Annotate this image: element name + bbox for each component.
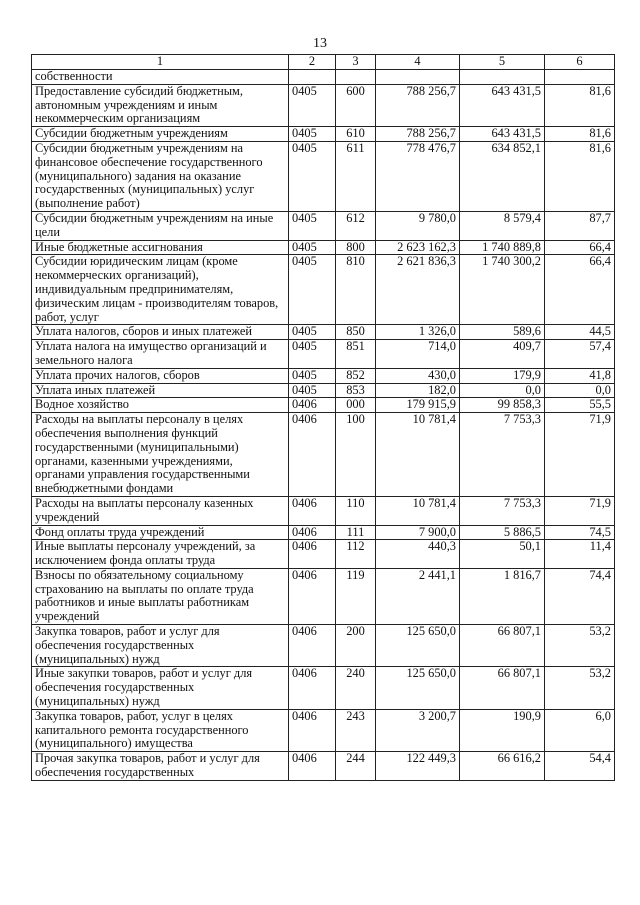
plan-amount-cell: 7 900,0 xyxy=(376,525,460,540)
expense-type-cell: 851 xyxy=(336,340,376,369)
table-row xyxy=(32,84,615,126)
table-row xyxy=(32,368,615,383)
expense-name-cell: Расходы на выплаты персоналу в целях обеспечения выполнения функций государственными (муниципальными) органами, казенными учреждениями, органами управления государственными внебюджетными фондами xyxy=(32,413,289,497)
expense-type-cell: 850 xyxy=(336,325,376,340)
expense-type-cell: 611 xyxy=(336,141,376,211)
section-code-cell: 0406 xyxy=(289,709,336,751)
table-row xyxy=(32,340,615,369)
budget-execution-table xyxy=(31,54,615,781)
percent-cell: 11,4 xyxy=(545,540,615,569)
plan-amount-cell: 778 476,7 xyxy=(376,141,460,211)
section-code-cell: 0406 xyxy=(289,398,336,413)
expense-type-cell: 244 xyxy=(336,752,376,781)
section-code-cell: 0406 xyxy=(289,568,336,624)
expense-name-cell: Прочая закупка товаров, работ и услуг для обеспечения государственных xyxy=(32,752,289,781)
table-row xyxy=(32,325,615,340)
plan-amount-cell: 2 623 162,3 xyxy=(376,240,460,255)
actual-amount-cell: 0,0 xyxy=(460,383,545,398)
actual-amount-cell: 66 616,2 xyxy=(460,752,545,781)
table-body xyxy=(32,70,615,781)
expense-name-cell: Расходы на выплаты персоналу казенных учреждений xyxy=(32,496,289,525)
actual-amount-cell: 8 579,4 xyxy=(460,211,545,240)
actual-amount-cell: 1 740 889,8 xyxy=(460,240,545,255)
expense-name-cell: Иные бюджетные ассигнования xyxy=(32,240,289,255)
section-code-cell: 0405 xyxy=(289,255,336,325)
header-cell-1: 1 xyxy=(32,55,289,70)
table-row xyxy=(32,525,615,540)
plan-amount-cell: 125 650,0 xyxy=(376,667,460,709)
actual-amount-cell: 190,9 xyxy=(460,709,545,751)
expense-type-cell: 112 xyxy=(336,540,376,569)
expense-type-cell: 612 xyxy=(336,211,376,240)
table-row xyxy=(32,625,615,667)
table-row xyxy=(32,496,615,525)
expense-type-cell: 200 xyxy=(336,625,376,667)
expense-type-cell: 810 xyxy=(336,255,376,325)
plan-amount-cell: 9 780,0 xyxy=(376,211,460,240)
percent-cell: 41,8 xyxy=(545,368,615,383)
actual-amount-cell: 643 431,5 xyxy=(460,84,545,126)
actual-amount-cell: 643 431,5 xyxy=(460,127,545,142)
percent-cell: 71,9 xyxy=(545,413,615,497)
plan-amount-cell xyxy=(376,70,460,85)
plan-amount-cell: 788 256,7 xyxy=(376,84,460,126)
expense-type-cell: 610 xyxy=(336,127,376,142)
table-row xyxy=(32,413,615,497)
table-row xyxy=(32,568,615,624)
actual-amount-cell: 50,1 xyxy=(460,540,545,569)
table-row xyxy=(32,540,615,569)
percent-cell: 71,9 xyxy=(545,496,615,525)
actual-amount-cell: 1 816,7 xyxy=(460,568,545,624)
header-cell-6: 6 xyxy=(545,55,615,70)
section-code-cell: 0405 xyxy=(289,211,336,240)
expense-name-cell: Уплата налога на имущество организаций и земельного налога xyxy=(32,340,289,369)
expense-name-cell: Закупка товаров, работ, услуг в целях капитального ремонта государственного (муниципального) имущества xyxy=(32,709,289,751)
expense-name-cell: собственности xyxy=(32,70,289,85)
plan-amount-cell: 2 441,1 xyxy=(376,568,460,624)
section-code-cell: 0405 xyxy=(289,383,336,398)
section-code-cell xyxy=(289,70,336,85)
table-row xyxy=(32,398,615,413)
section-code-cell: 0406 xyxy=(289,752,336,781)
section-code-cell: 0406 xyxy=(289,525,336,540)
actual-amount-cell: 7 753,3 xyxy=(460,496,545,525)
plan-amount-cell: 3 200,7 xyxy=(376,709,460,751)
section-code-cell: 0406 xyxy=(289,413,336,497)
section-code-cell: 0405 xyxy=(289,84,336,126)
percent-cell: 66,4 xyxy=(545,240,615,255)
percent-cell: 57,4 xyxy=(545,340,615,369)
section-code-cell: 0405 xyxy=(289,325,336,340)
table-row xyxy=(32,127,615,142)
percent-cell: 6,0 xyxy=(545,709,615,751)
actual-amount-cell: 66 807,1 xyxy=(460,667,545,709)
expense-name-cell: Уплата прочих налогов, сборов xyxy=(32,368,289,383)
expense-name-cell: Субсидии бюджетным учреждениям xyxy=(32,127,289,142)
header-cell-3: 3 xyxy=(336,55,376,70)
table-row xyxy=(32,141,615,211)
table-row xyxy=(32,709,615,751)
plan-amount-cell: 122 449,3 xyxy=(376,752,460,781)
percent-cell: 66,4 xyxy=(545,255,615,325)
expense-name-cell: Предоставление субсидий бюджетным, автономным учреждениям и иным некоммерческим организациям xyxy=(32,84,289,126)
expense-type-cell: 110 xyxy=(336,496,376,525)
table-header-row xyxy=(32,55,615,70)
expense-type-cell: 111 xyxy=(336,525,376,540)
percent-cell: 81,6 xyxy=(545,127,615,142)
expense-type-cell: 000 xyxy=(336,398,376,413)
expense-type-cell: 853 xyxy=(336,383,376,398)
header-cell-4: 4 xyxy=(376,55,460,70)
table-row xyxy=(32,211,615,240)
expense-name-cell: Взносы по обязательному социальному страхованию на выплаты по оплате труда работников и иные выплаты работникам учреждений xyxy=(32,568,289,624)
section-code-cell: 0405 xyxy=(289,141,336,211)
percent-cell: 53,2 xyxy=(545,667,615,709)
plan-amount-cell: 179 915,9 xyxy=(376,398,460,413)
percent-cell: 81,6 xyxy=(545,141,615,211)
expense-name-cell: Уплата иных платежей xyxy=(32,383,289,398)
table-row xyxy=(32,70,615,85)
plan-amount-cell: 788 256,7 xyxy=(376,127,460,142)
expense-name-cell: Субсидии юридическим лицам (кроме некоммерческих организаций), индивидуальным предпринимателям, физическим лицам - производителям товаров, работ, услуг xyxy=(32,255,289,325)
actual-amount-cell: 66 807,1 xyxy=(460,625,545,667)
plan-amount-cell: 125 650,0 xyxy=(376,625,460,667)
percent-cell: 87,7 xyxy=(545,211,615,240)
expense-type-cell: 100 xyxy=(336,413,376,497)
table-row xyxy=(32,752,615,781)
percent-cell: 44,5 xyxy=(545,325,615,340)
section-code-cell: 0406 xyxy=(289,496,336,525)
section-code-cell: 0405 xyxy=(289,240,336,255)
table-row xyxy=(32,667,615,709)
expense-name-cell: Фонд оплаты труда учреждений xyxy=(32,525,289,540)
table-row xyxy=(32,255,615,325)
percent-cell: 54,4 xyxy=(545,752,615,781)
expense-name-cell: Закупка товаров, работ и услуг для обеспечения государственных (муниципальных) нужд xyxy=(32,625,289,667)
expense-name-cell: Водное хозяйство xyxy=(32,398,289,413)
expense-type-cell: 600 xyxy=(336,84,376,126)
expense-name-cell: Субсидии бюджетным учреждениям на финансовое обеспечение государственного (муниципального) задания на оказание государственных (муниципальных) услуг (выполнение работ) xyxy=(32,141,289,211)
percent-cell: 74,5 xyxy=(545,525,615,540)
expense-type-cell: 240 xyxy=(336,667,376,709)
actual-amount-cell: 99 858,3 xyxy=(460,398,545,413)
header-cell-5: 5 xyxy=(460,55,545,70)
header-cell-2: 2 xyxy=(289,55,336,70)
expense-name-cell: Субсидии бюджетным учреждениям на иные цели xyxy=(32,211,289,240)
expense-name-cell: Иные выплаты персоналу учреждений, за исключением фонда оплаты труда xyxy=(32,540,289,569)
plan-amount-cell: 714,0 xyxy=(376,340,460,369)
expense-type-cell: 243 xyxy=(336,709,376,751)
percent-cell: 53,2 xyxy=(545,625,615,667)
expense-type-cell: 852 xyxy=(336,368,376,383)
section-code-cell: 0406 xyxy=(289,625,336,667)
expense-name-cell: Уплата налогов, сборов и иных платежей xyxy=(32,325,289,340)
plan-amount-cell: 1 326,0 xyxy=(376,325,460,340)
plan-amount-cell: 10 781,4 xyxy=(376,413,460,497)
section-code-cell: 0406 xyxy=(289,540,336,569)
expense-type-cell xyxy=(336,70,376,85)
plan-amount-cell: 440,3 xyxy=(376,540,460,569)
actual-amount-cell: 5 886,5 xyxy=(460,525,545,540)
plan-amount-cell: 10 781,4 xyxy=(376,496,460,525)
section-code-cell: 0406 xyxy=(289,667,336,709)
actual-amount-cell: 409,7 xyxy=(460,340,545,369)
percent-cell: 74,4 xyxy=(545,568,615,624)
page-number: 13 xyxy=(313,36,327,51)
plan-amount-cell: 430,0 xyxy=(376,368,460,383)
expense-type-cell: 119 xyxy=(336,568,376,624)
expense-name-cell: Иные закупки товаров, работ и услуг для обеспечения государственных (муниципальных) нужд xyxy=(32,667,289,709)
table-row xyxy=(32,383,615,398)
actual-amount-cell xyxy=(460,70,545,85)
actual-amount-cell: 1 740 300,2 xyxy=(460,255,545,325)
percent-cell: 0,0 xyxy=(545,383,615,398)
table-row xyxy=(32,240,615,255)
actual-amount-cell: 589,6 xyxy=(460,325,545,340)
actual-amount-cell: 179,9 xyxy=(460,368,545,383)
section-code-cell: 0405 xyxy=(289,368,336,383)
actual-amount-cell: 7 753,3 xyxy=(460,413,545,497)
percent-cell: 55,5 xyxy=(545,398,615,413)
plan-amount-cell: 182,0 xyxy=(376,383,460,398)
plan-amount-cell: 2 621 836,3 xyxy=(376,255,460,325)
section-code-cell: 0405 xyxy=(289,340,336,369)
percent-cell: 81,6 xyxy=(545,84,615,126)
actual-amount-cell: 634 852,1 xyxy=(460,141,545,211)
section-code-cell: 0405 xyxy=(289,127,336,142)
percent-cell xyxy=(545,70,615,85)
expense-type-cell: 800 xyxy=(336,240,376,255)
